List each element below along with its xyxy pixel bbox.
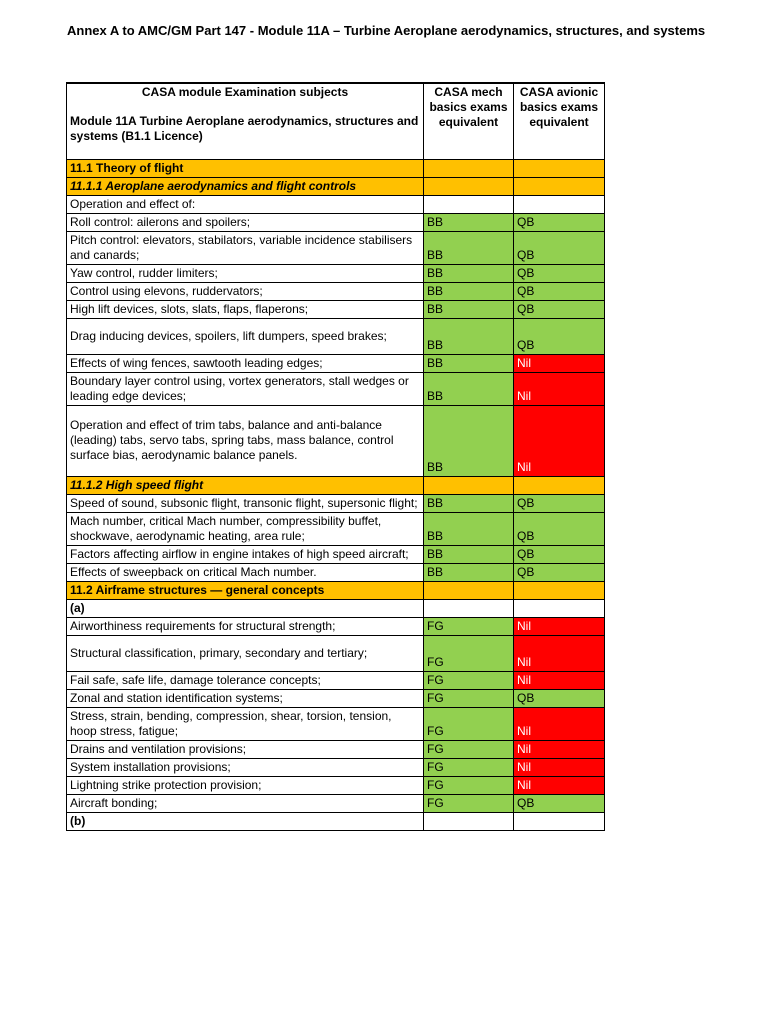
avionic-code-cell: QB [514, 318, 605, 354]
subject-cell: Operation and effect of trim tabs, balance and anti-balance (leading) tabs, servo tabs, spring tabs, mass balance, control surface bias, aerodynamic balance panels. [67, 405, 424, 476]
mech-code-cell: FG [424, 689, 514, 707]
table-row [67, 707, 605, 740]
page-title: Annex A to AMC/GM Part 147 - Module 11A – Turbine Aeroplane aerodynamics, structures, and systems [67, 23, 706, 38]
mech-code-cell: FG [424, 776, 514, 794]
table-row [67, 318, 605, 354]
subject-cell: Speed of sound, subsonic flight, transonic flight, supersonic flight; [67, 494, 424, 512]
table-row [67, 159, 605, 177]
subject-cell: Control using elevons, ruddervators; [67, 282, 424, 300]
subjects-table [66, 82, 605, 831]
avionic-code-cell: Nil [514, 671, 605, 689]
mech-code-cell: FG [424, 707, 514, 740]
subject-cell: Stress, strain, bending, compression, shear, torsion, tension, hoop stress, fatigue; [67, 707, 424, 740]
avionic-code-cell: QB [514, 231, 605, 264]
subject-cell: Roll control: ailerons and spoilers; [67, 213, 424, 231]
table-row [67, 476, 605, 494]
table-header-row [67, 83, 605, 159]
table-row [67, 689, 605, 707]
avionic-code-cell: QB [514, 689, 605, 707]
subject-cell: Airworthiness requirements for structural strength; [67, 617, 424, 635]
avionic-code-cell: QB [514, 545, 605, 563]
table-row [67, 354, 605, 372]
subject-cell: Boundary layer control using, vortex generators, stall wedges or leading edge devices; [67, 372, 424, 405]
mech-code-cell: BB [424, 545, 514, 563]
header-subjects-title: CASA module Examination subjects [141, 85, 349, 99]
header-subjects [67, 83, 424, 159]
avionic-code-cell: QB [514, 494, 605, 512]
mech-code-cell: FG [424, 635, 514, 671]
table-row [67, 581, 605, 599]
avionic-code-cell: Nil [514, 372, 605, 405]
table-row [67, 635, 605, 671]
avionic-code-cell [514, 581, 605, 599]
avionic-code-cell: QB [514, 794, 605, 812]
mech-code-cell [424, 177, 514, 195]
subject-cell: Zonal and station identification systems; [67, 689, 424, 707]
mech-code-cell [424, 159, 514, 177]
header-avionic-equivalent: CASA avionic basics exams equivalent [514, 83, 605, 159]
mech-code-cell [424, 476, 514, 494]
table-row [67, 740, 605, 758]
mech-code-cell: BB [424, 213, 514, 231]
subject-cell: Drag inducing devices, spoilers, lift dumpers, speed brakes; [67, 318, 424, 354]
section-heading: 11.1.2 High speed flight [67, 476, 424, 494]
avionic-code-cell: Nil [514, 776, 605, 794]
table-row [67, 545, 605, 563]
subject-cell: Pitch control: elevators, stabilators, variable incidence stabilisers and canards; [67, 231, 424, 264]
avionic-code-cell: Nil [514, 354, 605, 372]
avionic-code-cell: QB [514, 563, 605, 581]
table-row [67, 794, 605, 812]
avionic-code-cell [514, 476, 605, 494]
subject-cell: System installation provisions; [67, 758, 424, 776]
avionic-code-cell: Nil [514, 617, 605, 635]
mech-code-cell: BB [424, 512, 514, 545]
avionic-code-cell: QB [514, 512, 605, 545]
mech-code-cell: BB [424, 264, 514, 282]
mech-code-cell: BB [424, 282, 514, 300]
avionic-code-cell: QB [514, 300, 605, 318]
subject-cell: Effects of wing fences, sawtooth leading edges; [67, 354, 424, 372]
subject-cell: Aircraft bonding; [67, 794, 424, 812]
subject-cell: Drains and ventilation provisions; [67, 740, 424, 758]
table-row [67, 231, 605, 264]
avionic-code-cell [514, 599, 605, 617]
subject-cell: Operation and effect of: [67, 195, 424, 213]
subject-cell: Structural classification, primary, secondary and tertiary; [67, 635, 424, 671]
section-heading: 11.2 Airframe structures — general concepts [67, 581, 424, 599]
mech-code-cell: FG [424, 671, 514, 689]
avionic-code-cell: Nil [514, 758, 605, 776]
avionic-code-cell: QB [514, 264, 605, 282]
avionic-code-cell [514, 177, 605, 195]
table-row [67, 512, 605, 545]
mech-code-cell: FG [424, 617, 514, 635]
mech-code-cell: BB [424, 300, 514, 318]
table-row [67, 372, 605, 405]
mech-code-cell: BB [424, 231, 514, 264]
mech-code-cell: BB [424, 372, 514, 405]
table-row [67, 617, 605, 635]
table-row [67, 213, 605, 231]
mech-code-cell: FG [424, 740, 514, 758]
avionic-code-cell [514, 195, 605, 213]
table-row [67, 812, 605, 830]
table-row [67, 671, 605, 689]
table-row [67, 177, 605, 195]
mech-code-cell [424, 599, 514, 617]
mech-code-cell: BB [424, 405, 514, 476]
mech-code-cell: BB [424, 563, 514, 581]
subject-cell: High lift devices, slots, slats, flaps, flaperons; [67, 300, 424, 318]
mech-code-cell: FG [424, 794, 514, 812]
mech-code-cell [424, 581, 514, 599]
avionic-code-cell: Nil [514, 707, 605, 740]
avionic-code-cell: QB [514, 282, 605, 300]
subject-cell: Lightning strike protection provision; [67, 776, 424, 794]
table-row [67, 300, 605, 318]
avionic-code-cell: Nil [514, 635, 605, 671]
mech-code-cell: BB [424, 318, 514, 354]
table-row [67, 195, 605, 213]
avionic-code-cell: Nil [514, 740, 605, 758]
header-mech-equivalent: CASA mech basics exams equivalent [424, 83, 514, 159]
mech-code-cell [424, 812, 514, 830]
table-row [67, 563, 605, 581]
mech-code-cell: BB [424, 494, 514, 512]
table-row [67, 599, 605, 617]
header-module-name: Module 11A Turbine Aeroplane aerodynamics, structures and systems (B1.1 Licence) [70, 114, 419, 143]
avionic-code-cell: QB [514, 213, 605, 231]
avionic-code-cell: Nil [514, 405, 605, 476]
subject-cell: (b) [67, 812, 424, 830]
table-row [67, 282, 605, 300]
subject-cell: (a) [67, 599, 424, 617]
mech-code-cell: FG [424, 758, 514, 776]
section-heading: 11.1.1 Aeroplane aerodynamics and flight controls [67, 177, 424, 195]
table-row [67, 758, 605, 776]
table-row [67, 494, 605, 512]
subject-cell: Fail safe, safe life, damage tolerance concepts; [67, 671, 424, 689]
section-heading: 11.1 Theory of flight [67, 159, 424, 177]
table-row [67, 776, 605, 794]
table-row [67, 405, 605, 476]
mech-code-cell: BB [424, 354, 514, 372]
avionic-code-cell [514, 812, 605, 830]
mech-code-cell [424, 195, 514, 213]
subject-cell: Yaw control, rudder limiters; [67, 264, 424, 282]
table-row [67, 264, 605, 282]
subject-cell: Factors affecting airflow in engine intakes of high speed aircraft; [67, 545, 424, 563]
subject-cell: Mach number, critical Mach number, compressibility buffet, shockwave, aerodynamic heating, area rule; [67, 512, 424, 545]
subject-cell: Effects of sweepback on critical Mach number. [67, 563, 424, 581]
avionic-code-cell [514, 159, 605, 177]
